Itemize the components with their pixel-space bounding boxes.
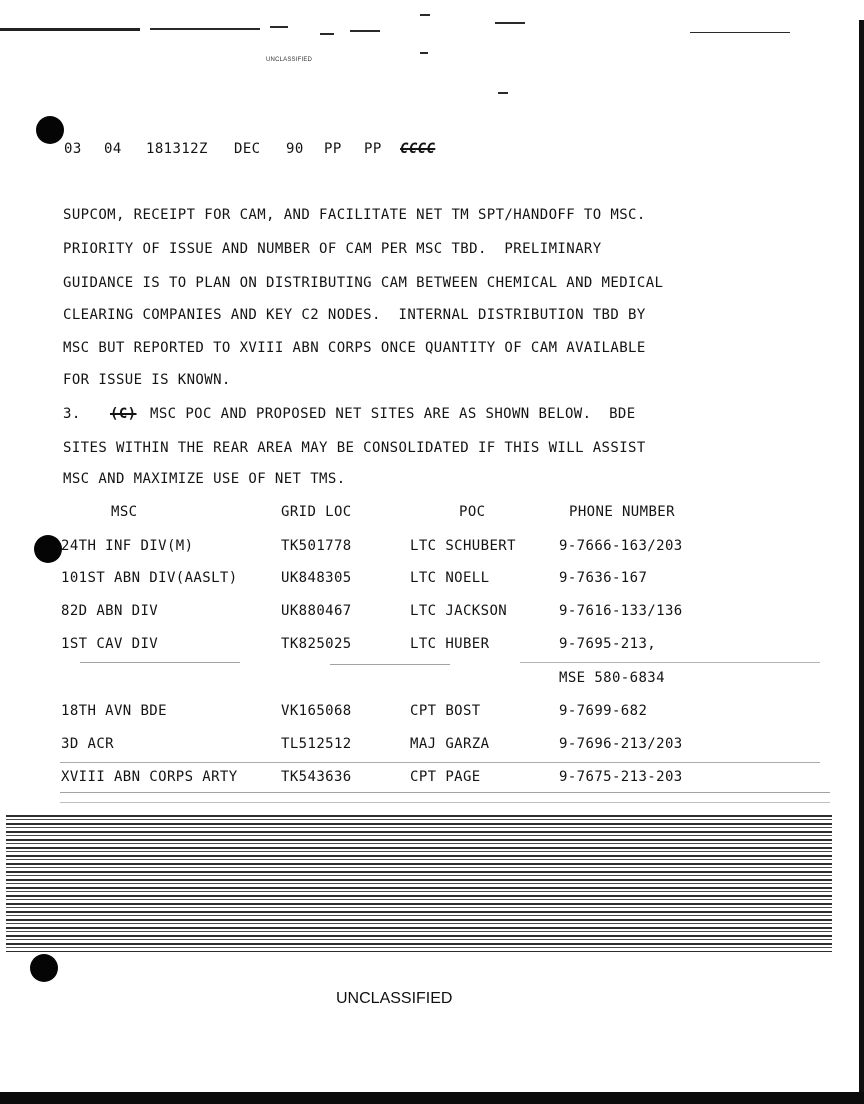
msg-part: 04 — [104, 141, 122, 157]
cell-phone: 9-7636-167 — [559, 570, 648, 586]
scan-noise — [60, 792, 830, 793]
cell-grid: VK165068 — [281, 703, 352, 719]
body-line: FOR ISSUE IS KNOWN. — [63, 372, 231, 388]
cell-msc: XVIII ABN CORPS ARTY — [61, 769, 238, 785]
punch-hole-middle — [34, 535, 62, 563]
cell-msc: 82D ABN DIV — [61, 603, 159, 619]
cell-phone: 9-7616-133/136 — [559, 603, 683, 619]
top-scan-mark — [690, 32, 790, 33]
top-scan-mark — [420, 14, 430, 16]
cell-grid: TK825025 — [281, 636, 352, 652]
cell-poc: LTC NOELL — [410, 570, 490, 586]
classification-bottom: UNCLASSIFIED — [336, 990, 453, 1007]
top-scan-mark — [150, 28, 260, 30]
punch-hole-bottom — [30, 954, 58, 982]
scan-noise — [80, 662, 240, 663]
body-line: MSC BUT REPORTED TO XVIII ABN CORPS ONCE QUANTITY OF CAM AVAILABLE — [63, 340, 646, 356]
body-line: SUPCOM, RECEIPT FOR CAM, AND FACILITATE NET TM SPT/HANDOFF TO MSC. — [63, 207, 646, 223]
cell-phone: MSE 580-6834 — [559, 670, 665, 686]
section-line: MSC POC AND PROPOSED NET SITES ARE AS SHOWN BELOW. BDE — [150, 406, 636, 422]
msg-part: 181312Z — [146, 141, 208, 157]
msg-part: DEC — [234, 141, 261, 157]
msg-part: 90 — [286, 141, 304, 157]
msg-part: 03 — [64, 141, 82, 157]
top-scan-mark — [320, 33, 334, 35]
cell-msc: 101ST ABN DIV(AASLT) — [61, 570, 238, 586]
cell-poc: MAJ GARZA — [410, 736, 490, 752]
cell-phone: 9-7696-213/203 — [559, 736, 683, 752]
cell-msc: 3D ACR — [61, 736, 114, 752]
section-line: SITES WITHIN THE REAR AREA MAY BE CONSOLIDATED IF THIS WILL ASSIST — [63, 440, 646, 456]
section-number: 3. — [63, 406, 81, 422]
body-line: GUIDANCE IS TO PLAN ON DISTRIBUTING CAM BETWEEN CHEMICAL AND MEDICAL — [63, 275, 664, 291]
cell-grid: TK543636 — [281, 769, 352, 785]
cell-grid: UK880467 — [281, 603, 352, 619]
scan-edge-bottom — [0, 1092, 864, 1104]
cell-poc: LTC JACKSON — [410, 603, 508, 619]
redacted-text-band — [6, 812, 832, 952]
cell-phone: 9-7699-682 — [559, 703, 648, 719]
cell-phone: 9-7666-163/203 — [559, 538, 683, 554]
section-line: MSC AND MAXIMIZE USE OF NET TMS. — [63, 471, 346, 487]
msg-part: PP — [324, 141, 342, 157]
header-phone-number: PHONE NUMBER — [569, 504, 675, 520]
top-scan-mark — [495, 22, 525, 24]
cell-poc: LTC SCHUBERT — [410, 538, 516, 554]
cell-grid: TL512512 — [281, 736, 352, 752]
cell-msc: 24TH INF DIV(M) — [61, 538, 194, 554]
scan-noise — [60, 762, 820, 763]
top-scan-mark — [270, 26, 288, 28]
scan-noise — [330, 664, 450, 665]
punch-hole-top — [36, 116, 64, 144]
body-line: CLEARING COMPANIES AND KEY C2 NODES. INTERNAL DISTRIBUTION TBD BY — [63, 307, 646, 323]
cell-msc: 18TH AVN BDE — [61, 703, 167, 719]
top-scan-mark — [498, 92, 508, 94]
header-msc: MSC — [111, 504, 138, 520]
classification-top: UNCLASSIFIED — [266, 57, 313, 63]
cell-poc: CPT PAGE — [410, 769, 481, 785]
scan-noise — [520, 662, 820, 663]
struck-classification-marking: CCCC — [400, 141, 436, 157]
struck-section-marking: (C) — [110, 406, 137, 422]
msg-part: PP — [364, 141, 382, 157]
top-scan-mark — [0, 28, 140, 31]
top-scan-mark — [350, 30, 380, 32]
cell-poc: LTC HUBER — [410, 636, 490, 652]
scan-edge-right — [859, 20, 864, 1104]
body-line: PRIORITY OF ISSUE AND NUMBER OF CAM PER MSC TBD. PRELIMINARY — [63, 241, 602, 257]
header-poc: POC — [459, 504, 486, 520]
cell-poc: CPT BOST — [410, 703, 481, 719]
cell-msc: 1ST CAV DIV — [61, 636, 159, 652]
header-grid-loc: GRID LOC — [281, 504, 352, 520]
cell-phone: 9-7695-213, — [559, 636, 657, 652]
cell-phone: 9-7675-213-203 — [559, 769, 683, 785]
scan-noise — [60, 802, 830, 803]
top-scan-mark — [420, 52, 428, 54]
cell-grid: UK848305 — [281, 570, 352, 586]
cell-grid: TK501778 — [281, 538, 352, 554]
